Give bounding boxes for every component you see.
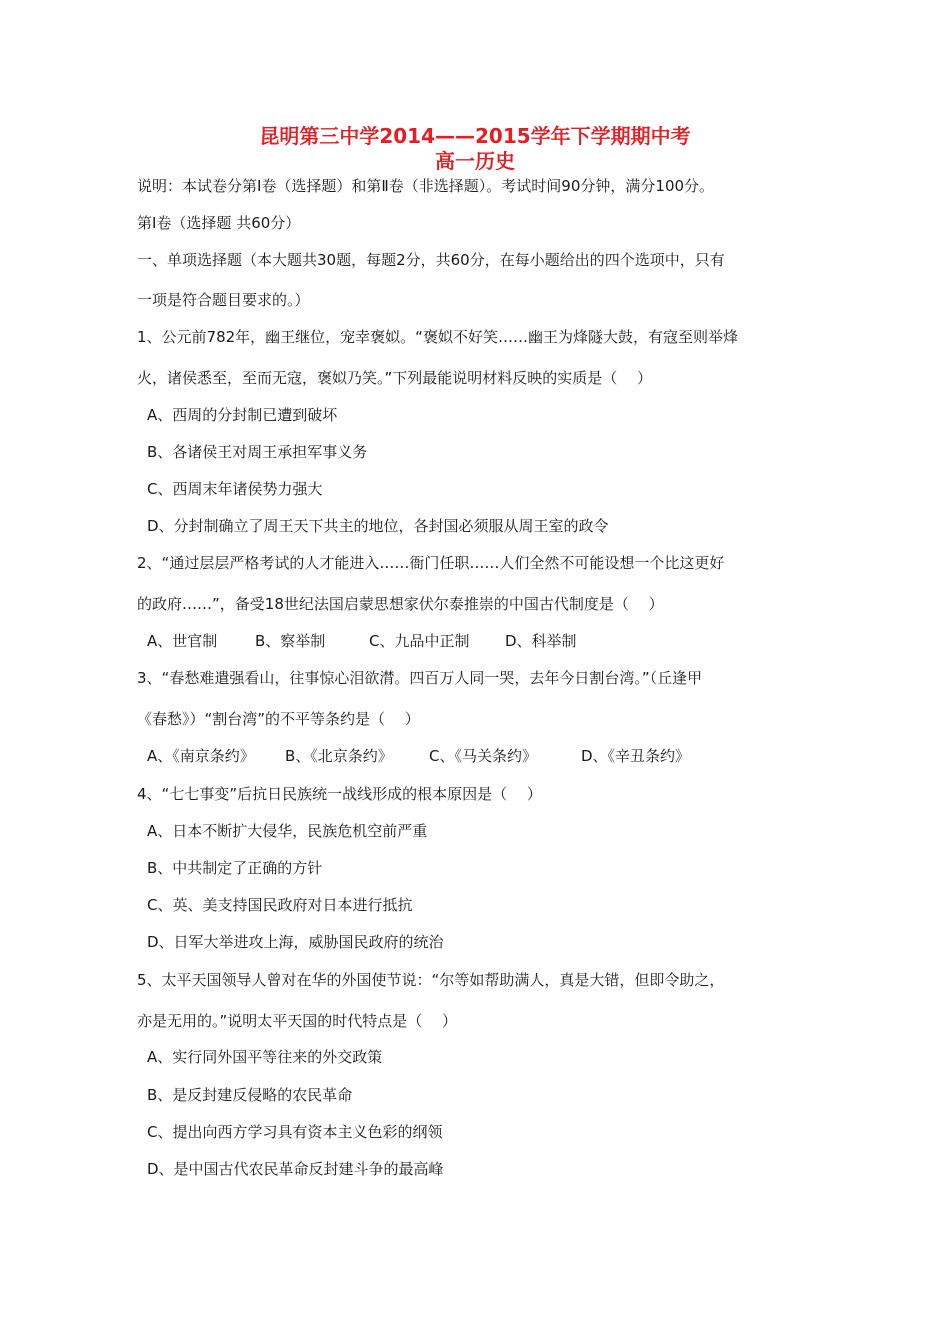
option-a: A、世官制 [147, 632, 218, 650]
option-d: D、科举制 [505, 632, 577, 650]
option-a: A、《南京条约》 [147, 747, 255, 765]
section1-instruction-line2: 一项是符合题目要求的。） [137, 291, 310, 309]
option-b: B、各诸侯王对周王承担军事义务 [147, 443, 368, 461]
question-stem-line: 3、“春愁难遣强看山，往事惊心泪欲潸。四百万人同一哭，去年今日割台湾。”（丘逢甲 [137, 669, 703, 687]
part1-heading: 第Ⅰ卷（选择题 共60分） [137, 214, 301, 232]
option-d: D、日军大举进攻上海，威胁国民政府的统治 [147, 933, 444, 951]
question-stem-line: 《春愁》）“割台湾”的不平等条约是（ ） [137, 710, 420, 728]
option-row [147, 746, 690, 766]
option-a: A、西周的分封制已遭到破坏 [147, 406, 338, 424]
question-stem-line: 4、“七七事变”后抗日民族统一战线形成的根本原因是（ ） [137, 785, 542, 803]
option-a: A、日本不断扩大侵华，民族危机空前严重 [147, 822, 428, 840]
option-c: C、西周末年诸侯势力强大 [147, 480, 323, 498]
question-stem-line: 亦是无用的。”说明太平天国的时代特点是（ ） [137, 1012, 458, 1030]
option-a: A、实行同外国平等往来的外交政策 [147, 1048, 383, 1066]
option-b: B、中共制定了正确的方针 [147, 859, 323, 877]
option-c: C、九品中正制 [369, 632, 470, 650]
option-c: C、英、美支持国民政府对日本进行抵抗 [147, 896, 413, 914]
exam-instructions: 说明：本试卷分第Ⅰ卷（选择题）和第Ⅱ卷（非选择题）。考试时间90分钟，满分100分。 [137, 177, 715, 195]
exam-title: 昆明第三中学2014——2015学年下学期期中考 [259, 124, 691, 148]
question-stem-line: 2、“通过层层严格考试的人才能进入……衙门任职……人们全然不可能设想一个比这更好 [137, 554, 725, 572]
section1-instruction-line1: 一、单项选择题（本大题共30题，每题2分，共60分，在每小题给出的四个选项中，只有 [137, 251, 725, 269]
question-stem-line: 火，诸侯悉至，至而无寇，褒姒乃笑。”下列最能说明材料反映的实质是（ ） [137, 369, 653, 387]
option-c: C、提出向西方学习具有资本主义色彩的纲领 [147, 1123, 443, 1141]
option-d: D、分封制确立了周王天下共主的地位，各封国必须服从周王室的政令 [147, 517, 609, 535]
question-stem-line: 1、公元前782年，幽王继位，宠幸褒姒。“褒姒不好笑……幽王为烽隧大鼓，有寇至则举烽 [137, 328, 738, 346]
option-d: D、是中国古代农民革命反封建斗争的最高峰 [147, 1160, 444, 1178]
option-b: B、察举制 [255, 632, 326, 650]
question-stem-line: 的政府……”，备受18世纪法国启蒙思想家伏尔泰推崇的中国古代制度是（ ） [137, 595, 664, 613]
option-d: D、《辛丑条约》 [581, 747, 691, 765]
option-b: B、是反封建反侵略的农民革命 [147, 1086, 353, 1104]
question-stem-line: 5、太平天国领导人曾对在华的外国使节说：“尔等如帮助满人，真是大错，但即令助之， [137, 971, 725, 989]
option-c: C、《马关条约》 [429, 747, 537, 765]
option-b: B、《北京条约》 [285, 747, 393, 765]
exam-subject: 高一历史 [435, 149, 515, 173]
option-row [147, 631, 577, 651]
